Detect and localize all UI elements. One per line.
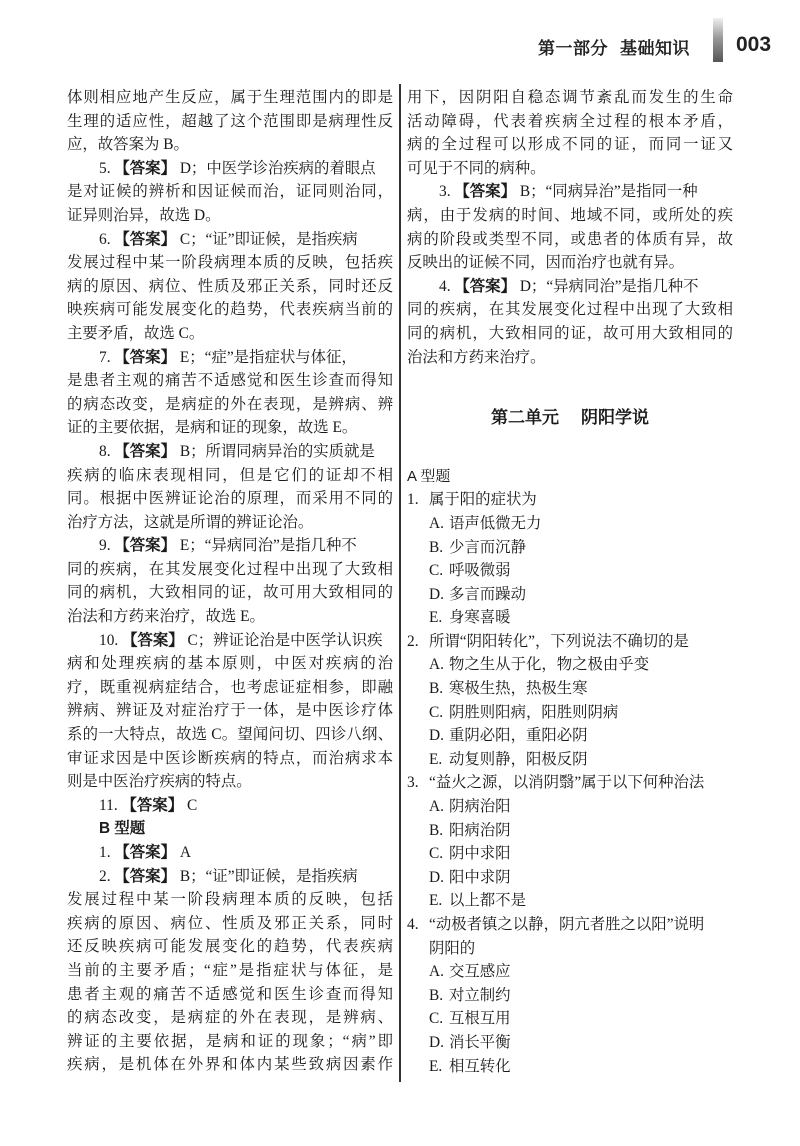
question-text: 所谓“阴阳转化”，下列说法不确切的是 (429, 632, 689, 650)
answer-option (407, 559, 733, 583)
text-line: 应，故答案为 B。 (67, 136, 189, 154)
answer-line (67, 629, 393, 653)
answer-paragraph (67, 86, 393, 157)
answer-line (67, 346, 393, 370)
option-letter: B. (429, 538, 444, 556)
answer-tag: 【答案】 (121, 796, 184, 814)
answer-tag: 【答案】 (114, 867, 176, 885)
text-line: 病的全过程可以形成不同的证，而同一证又 (407, 136, 733, 154)
answer-option (407, 1055, 733, 1079)
answer-tag: 【答案】 (114, 159, 176, 177)
text-line: 生理的适应性，超越了这个范围即是病理性反 (67, 112, 393, 130)
option-text: 语声低微无力 (449, 514, 542, 532)
text-line: 主要矛盾，故选 C。 (67, 324, 205, 342)
answer-text: D；“异病同治”是指几种不 (515, 277, 699, 295)
option-text: 呼吸微弱 (449, 562, 511, 580)
answer-text: C (183, 796, 198, 814)
option-text: 寒极生热，热极生寒 (449, 680, 588, 698)
answer-option (407, 889, 733, 913)
text-line: 疗，既重视病症结合，也考虑证症相参，即融 (67, 678, 393, 696)
answer-number: 7. (99, 348, 115, 366)
text-line: 同的疾病，在其发展变化过程中出现了大致相 (407, 301, 733, 319)
text-line: 治法和方药来治疗，故选 E。 (67, 608, 265, 626)
question-text: “益火之源，以消阴翳”属于以下何种治法 (429, 774, 705, 792)
option-letter: B. (429, 821, 444, 839)
right-column (407, 86, 733, 1078)
option-text: 阳中求阴 (449, 868, 511, 886)
option-text: 动复则静，阳极反阴 (449, 750, 588, 768)
option-letter: E. (429, 609, 443, 627)
option-text: 阴中求阳 (449, 845, 511, 863)
unit-topic: 阴阳学说 (581, 408, 649, 428)
option-text: 相互转化 (449, 1057, 511, 1075)
answer-text: C；“证”即证候，是指疾病 (175, 230, 358, 248)
option-letter: A. (429, 798, 444, 816)
text-line: 病，由于发病的时间、地域不同，或所处的疾 (407, 206, 733, 224)
answer-text: B；“证”即证候，是指疾病 (175, 867, 358, 885)
option-text: 阴胜则阳病，阳胜则阴病 (449, 703, 619, 721)
answer-option (407, 701, 733, 725)
text-line: 反映出的证候不同，因而治疗也就有异。 (407, 254, 685, 272)
option-letter: E. (429, 750, 443, 768)
answer-paragraph (67, 440, 393, 534)
option-letter: D. (429, 1033, 444, 1051)
answer-tag: 【答案】 (454, 277, 516, 295)
column-divider (399, 84, 401, 1082)
answer-paragraph (67, 346, 393, 440)
answer-option (407, 748, 733, 772)
answer-paragraph (67, 629, 393, 794)
answer-option (407, 724, 733, 748)
answer-number: 8. (99, 442, 115, 460)
text-line: 映疾病可能发展变化的趋势，代表疾病当前的 (67, 301, 393, 319)
part-label: 第一部分 (538, 39, 608, 58)
unit-title (407, 406, 733, 430)
answer-paragraph (67, 865, 393, 1077)
answer-tag: 【答案】 (114, 442, 176, 460)
text-line: 疾病的原因、病位、性质及邪正关系，同时 (67, 914, 393, 932)
text-line: 辨证的主要依据，是病和证的现象；“病”即 (67, 1032, 393, 1050)
question-type-heading: A 型题 (407, 467, 451, 485)
answer-option (407, 583, 733, 607)
option-text: 多言而躁动 (449, 585, 526, 603)
text-line: 体则相应地产生反应，属于生理范围内的即是 (67, 89, 393, 106)
answer-text: D；中医学诊治疾病的着眼点 (175, 159, 376, 177)
text-line: 的病态改变，是病症的外在表现，是辨病、 (67, 1009, 393, 1027)
answer-option (407, 1007, 733, 1031)
text-line: 辨病、辨证及对症治疗于一体，是中医诊疗体 (67, 702, 393, 720)
answer-paragraph (67, 228, 393, 346)
question-number: 3. (407, 774, 419, 792)
answer-tag: 【答案】 (114, 844, 176, 861)
text-line: 是患者主观的痛苦不适感觉和医生诊查而得知 (67, 372, 393, 390)
header-bar-decoration (713, 18, 723, 62)
option-text: 物之生从于化，物之极由乎变 (449, 656, 650, 674)
text-line: B 型题 (99, 820, 146, 838)
option-text: 阳病治阴 (449, 821, 511, 839)
question-number: 2. (407, 632, 419, 650)
text-line: 是对证候的辨析和因证候而治，证同则治同， (67, 183, 393, 201)
answer-number: 4. (439, 277, 455, 295)
option-letter: A. (429, 514, 444, 532)
option-letter: A. (429, 656, 444, 674)
question (407, 488, 733, 630)
answer-number: 3. (439, 183, 455, 201)
question-stem (407, 913, 733, 937)
text-line: 则是中医治疗疾病的特点。 (67, 773, 252, 791)
text-line: 疾病的临床表现相同，但是它们的证却不相 (67, 466, 393, 484)
option-letter: D. (429, 585, 444, 603)
option-letter: C. (429, 1010, 444, 1028)
text-line: 患者主观的痛苦不适感觉和医生诊查而得知 (67, 985, 393, 1003)
left-column (67, 86, 393, 1077)
option-text: 对立制约 (449, 986, 511, 1004)
answer-tag: 【答案】 (114, 348, 176, 366)
answer-option (407, 984, 733, 1008)
option-text: 少言而沉静 (449, 538, 526, 556)
option-text: 身寒喜暖 (449, 609, 511, 627)
question-number: 1. (407, 491, 419, 509)
answer-text: E；“异病同治”是指几种不 (175, 537, 357, 555)
answer-paragraph (67, 157, 393, 228)
answer-line (67, 228, 393, 252)
answer-number: 9. (99, 537, 115, 555)
option-letter: B. (429, 986, 444, 1004)
answer-option (407, 866, 733, 890)
answer-tag: 【答案】 (122, 631, 184, 649)
question-stem (407, 771, 733, 795)
answer-tag: 【答案】 (114, 537, 176, 555)
text-line: 治疗方法，这就是所谓的辨证论治。 (67, 513, 314, 531)
answer-line (67, 440, 393, 464)
answer-line (407, 180, 733, 204)
question-number: 4. (407, 916, 419, 933)
text-line: 证的主要依据，是病和证的现象，故选 E。 (67, 419, 358, 437)
text-line: 当前的主要矛盾；“症”是指症状与体征，是 (67, 961, 393, 979)
question (407, 771, 733, 913)
answer-paragraph (67, 534, 393, 628)
subsection-heading (67, 817, 393, 841)
answer-text: A (175, 844, 191, 861)
answer-option (407, 819, 733, 843)
question-stem (407, 630, 733, 654)
text-line: 同。根据中医辨证论治的原理，而采用不同的 (67, 490, 393, 508)
text-line: 用下，因阴阳自稳态调节紊乱而发生的生命 (407, 89, 733, 106)
running-head (538, 34, 702, 59)
answer-option (407, 536, 733, 560)
question-text: 属于阳的症状为 (429, 491, 537, 509)
section-label: 基础知识 (620, 39, 690, 58)
text-line: 发展过程中某一阶段病理本质的反映，包括 (67, 891, 393, 909)
answer-text: B；所谓同病异治的实质就是 (175, 442, 375, 460)
answer-option (407, 606, 733, 630)
option-text: 重阴必阳，重阳必阴 (449, 727, 588, 745)
answer-option (407, 512, 733, 536)
text-line: 病的阶段或类型不同，或患者的体质有异，故 (407, 230, 733, 248)
answer-line (67, 794, 393, 818)
text-line: 同的病机，大致相同的证，故可用大致相同的 (407, 324, 733, 342)
answer-paragraph (67, 841, 393, 865)
text-line: 发展过程中某一阶段病理本质的反映，包括疾 (67, 254, 393, 272)
answer-option (407, 842, 733, 866)
text-line: 同的疾病，在其发展变化过程中出现了大致相 (67, 560, 393, 578)
option-letter: B. (429, 680, 444, 698)
page-number: 003 (736, 33, 772, 56)
text-line: 系的一大特点，故选 C。望闻问切、四诊八纲、 (67, 726, 393, 744)
option-letter: C. (429, 703, 444, 721)
option-text: 以上都不是 (449, 892, 526, 910)
answer-line (67, 841, 393, 865)
option-letter: E. (429, 1057, 443, 1075)
answer-number: 1. (99, 844, 115, 861)
question-text: “动极者镇之以静，阴亢者胜之以阳”说明 (429, 916, 705, 933)
option-letter: C. (429, 845, 444, 863)
text-line: 疾病，是机体在外界和体内某些致病因素作 (67, 1056, 393, 1074)
answer-paragraph (407, 86, 733, 180)
answer-line (67, 157, 393, 181)
answer-paragraph (407, 180, 733, 274)
text-line: 同的病机，大致相同的证，故可用大致相同的 (67, 584, 393, 602)
answer-paragraph (407, 275, 733, 369)
option-text: 消长平衡 (449, 1033, 511, 1051)
text-line: 审证求因是中医诊断疾病的特点，而治病求本 (67, 749, 393, 767)
answer-number: 11. (99, 796, 122, 814)
text-line: 证异则治异，故选 D。 (67, 206, 221, 224)
question (407, 913, 733, 1078)
question-stem-continued: 阴阳的 (429, 939, 476, 957)
answer-option (407, 677, 733, 701)
answer-number: 6. (99, 230, 115, 248)
answer-option (407, 960, 733, 984)
answer-option (407, 653, 733, 677)
answer-text: C；辨证论治是中医学认识疾 (183, 631, 383, 649)
text-line: 还反映疾病可能发展变化的趋势，代表疾病 (67, 938, 393, 956)
answer-tag: 【答案】 (454, 183, 516, 201)
option-letter: C. (429, 562, 444, 580)
answer-option (407, 795, 733, 819)
answer-text: B；“同病异治”是指同一种 (515, 183, 698, 201)
answer-tag: 【答案】 (114, 230, 176, 248)
answer-text: E；“症”是指症状与体征， (175, 348, 357, 366)
text-line: 病和处理疾病的基本原则，中医对疾病的治 (67, 655, 393, 673)
answer-number: 2. (99, 867, 115, 885)
option-letter: D. (429, 727, 444, 745)
option-letter: E. (429, 892, 443, 910)
answer-option (407, 1031, 733, 1055)
question-stem (407, 488, 733, 512)
answer-line (67, 865, 393, 889)
text-line: 治法和方药来治疗。 (407, 348, 546, 366)
text-line: 的病态改变，是病症的外在表现，是辨病、辨 (67, 395, 393, 413)
question (407, 630, 733, 772)
answer-number: 10. (99, 631, 123, 649)
text-line: 活动障碍，代表着疾病全过程的根本矛盾， (407, 112, 733, 130)
option-letter: A. (429, 963, 444, 981)
answer-paragraph (67, 794, 393, 818)
option-text: 交互感应 (449, 963, 511, 981)
option-text: 互根互用 (449, 1010, 511, 1028)
option-letter: D. (429, 868, 444, 886)
answer-number: 5. (99, 159, 115, 177)
answer-line (407, 275, 733, 299)
text-line: 可见于不同的病种。 (407, 159, 546, 177)
answer-line (67, 534, 393, 558)
unit-label: 第二单元 (491, 408, 559, 428)
text-line: 病的原因、病位、性质及邪正关系，同时还反 (67, 277, 393, 295)
option-text: 阴病治阳 (449, 798, 511, 816)
